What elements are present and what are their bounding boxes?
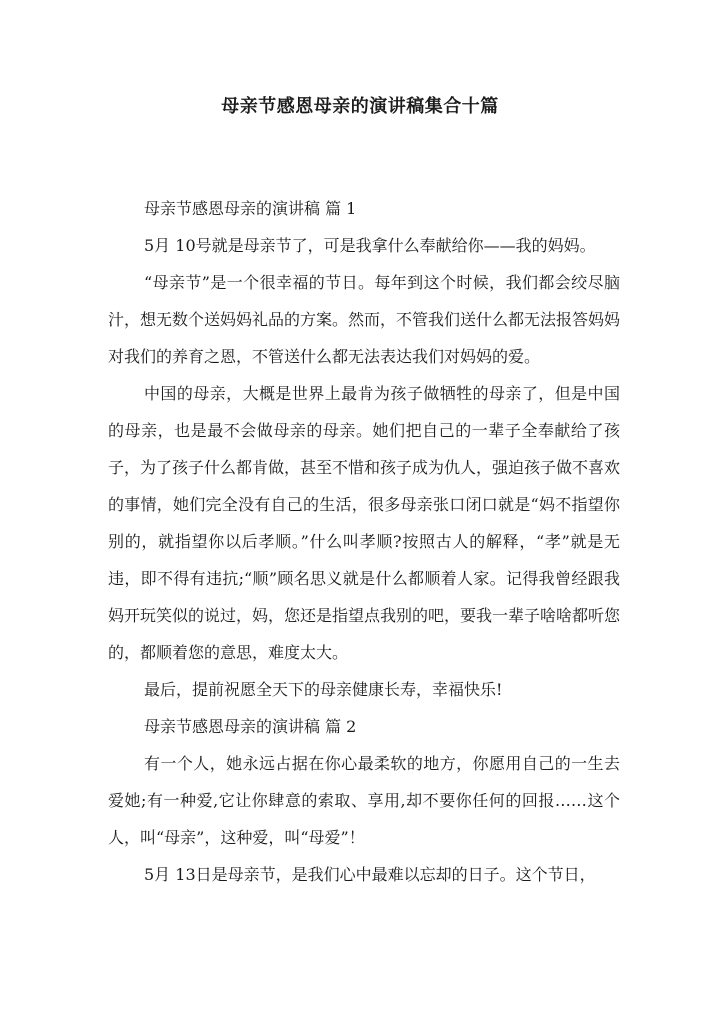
paragraph: 最后，提前祝愿全天下的母亲健康长寿，幸福快乐! <box>144 680 503 699</box>
document-title: 母亲节感恩母亲的演讲稿集合十篇 <box>221 96 499 117</box>
section-1-heading: 母亲节感恩母亲的演讲稿 篇 1 <box>144 199 357 218</box>
paragraph: 5月 13日是母亲节，是我们心中最难以忘却的日子。这个节日， <box>144 865 596 884</box>
paragraph: “母亲节”是一个很幸福的节日。每年到这个时候，我们都会绞尽脑汁，想无数个送妈妈礼品的方案。然而，不管我们送什么都无法报答妈妈对我们的养育之恩，不管送什么都无法表达我们对妈妈的爱。 <box>108 273 621 366</box>
paragraph: 5月 10号就是母亲节了，可是我拿什么奉献给你——我的妈妈。 <box>144 236 596 255</box>
document-body <box>108 190 620 893</box>
paragraph: 中国的母亲，大概是世界上最肯为孩子做牺牲的母亲了，但是中国的母亲，也是最不会做母亲的母亲。她们把自己的一辈子全奉献给了孩子，为了孩子什么都肯做，甚至不惜和孩子成为仇人，强迫孩子做不喜欢的事情，她们完全没有自己的生活，很多母亲张口闭口就是“妈不指望你别的，就指望你以后孝顺。”什么叫孝顺?按照古人的解释，“孝”就是无违，即不得有违抗;“顺”顾名思义就是什么都顺着人家。记得我曾经跟我妈开玩笑似的说过，妈，您还是指望点我别的吧，要我一辈子啥啥都听您的，都顺着您的意思，难度太大。 <box>108 384 621 662</box>
section-2-heading: 母亲节感恩母亲的演讲稿 篇 2 <box>144 717 357 736</box>
paragraph: 有一个人，她永远占据在你心最柔软的地方，你愿用自己的一生去爱她;有一种爱,它让你肆意的索取、享用,却不要你任何的回报……这个人，叫“母亲”，这种爱，叫“母爱”！ <box>108 754 620 847</box>
